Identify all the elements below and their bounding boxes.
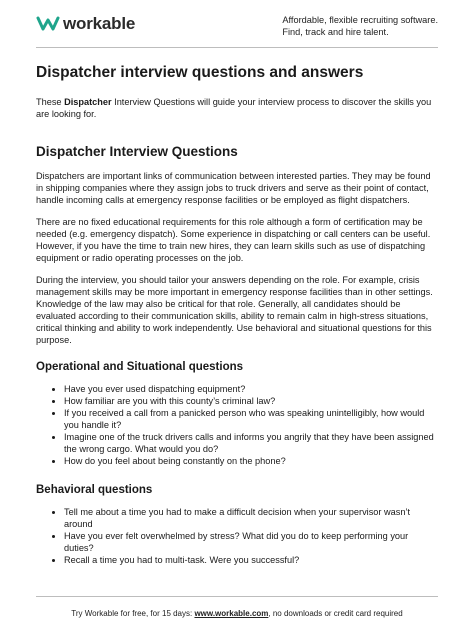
workable-w-logo-icon [36, 16, 60, 31]
list-item: • Recall a time you had to multi-task. Were you successful? [64, 554, 440, 566]
list-item: • If you received a call from a panicked person who was speaking unintelligibly, how would you handle it? [64, 407, 440, 431]
header-divider [36, 47, 438, 48]
body-paragraph-2: There are no fixed educational requirements for this role although a form of certification may be needed (e.g. emergency dispatch). Some experience in dispatching or call centers can be useful. However, if you have the time to train new hires, they can learn skills such as use of dispatching equipment or radio operating processes on the job. [36, 217, 431, 263]
list-item: • Have you ever felt overwhelmed by stress? What did you do to keep performing your duties? [64, 530, 440, 554]
footer-suffix: , no downloads or credit card required [268, 609, 403, 618]
footer-divider [36, 596, 438, 597]
list-item: • Tell me about a time you had to make a difficult decision when your supervisor wasn’t around [64, 506, 440, 530]
list-item: • How do you feel about being constantly on the phone? [64, 455, 440, 467]
footer-prefix: Try Workable for free, for 15 days: [71, 609, 195, 618]
operational-list [36, 383, 440, 467]
intro-bold: Dispatcher [64, 97, 112, 107]
document-body [36, 64, 440, 576]
logo-text: workable [63, 14, 136, 33]
behavioral-title: Behavioral questions [36, 484, 153, 496]
list-item: • Imagine one of the truck drivers calls and informs you angrily that they have been assigned the wrong cargo. What would you do? [64, 431, 440, 455]
header [0, 0, 474, 46]
behavioral-list [36, 506, 440, 566]
section-title: Dispatcher Interview Questions [36, 144, 238, 159]
footer [0, 609, 474, 618]
operational-title: Operational and Situational questions [36, 361, 244, 373]
list-item: • How familiar are you with this county’s criminal law? [64, 395, 440, 407]
intro-paragraph [36, 96, 440, 120]
page-title: Dispatcher interview questions and answers [36, 64, 364, 81]
workable-logo[interactable] [36, 15, 135, 32]
tagline-line-2: Find, track and hire talent. [282, 26, 389, 37]
body-paragraph-1: Dispatchers are important links of communication between interested parties. They may be found in shipping companies where they assign jobs to truck drivers and serve as their point of contact, handle incoming calls at emergency response facilities or be employed as flight dispatchers. [36, 171, 431, 205]
list-item: • Have you ever used dispatching equipment? [64, 383, 440, 395]
tagline-line-1: Affordable, flexible recruiting software. [282, 15, 438, 25]
intro-suffix: Interview Questions will guide your interview process to discover the skills you are looking for. [36, 97, 432, 119]
tagline [282, 15, 438, 38]
intro-prefix: These [36, 97, 65, 107]
workable-link[interactable]: www.workable.com [194, 609, 269, 618]
body-paragraph-3: During the interview, you should tailor your answers depending on the role. For example, crisis management skills may be more important in emergency response facilities than in other settings. Knowledge of the law may also be critical for that role. Generally, all candidates should be evaluated according to their communication skills, ability to remain calm in high-stress situations, critical thinking and ability to work independently. Use behavioral and situational questions for this purpose. [36, 275, 433, 345]
